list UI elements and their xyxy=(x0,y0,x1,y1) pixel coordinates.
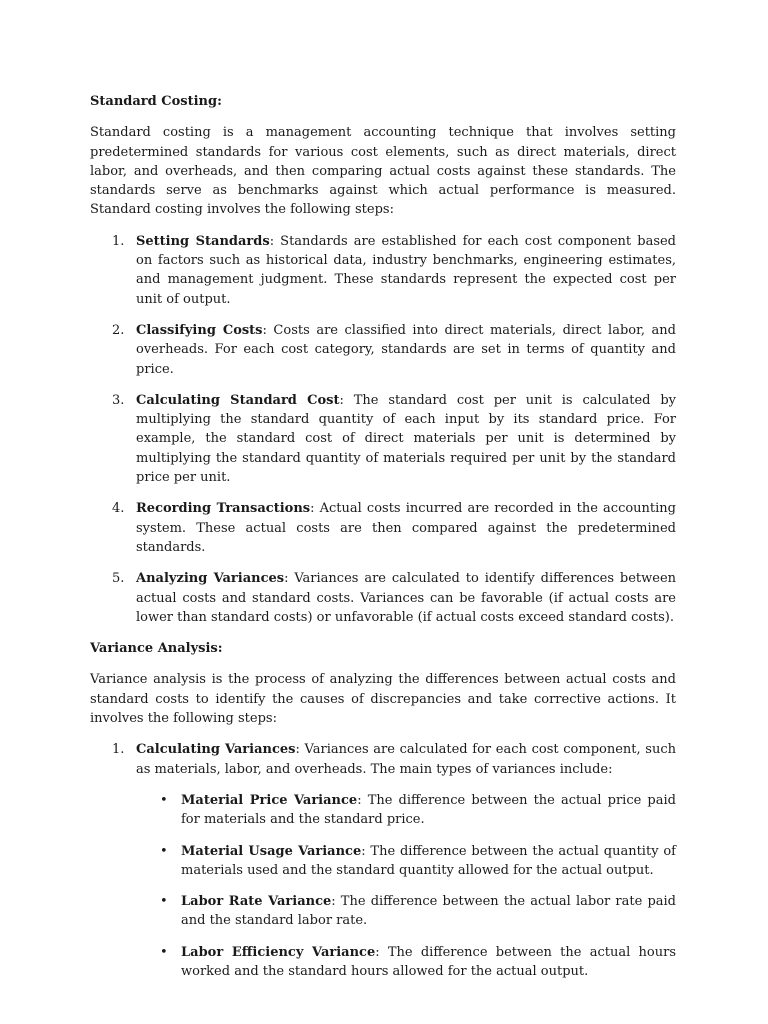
list-number: 2. xyxy=(112,322,125,338)
term-label: Recording Transactions xyxy=(136,501,311,517)
list-item xyxy=(90,232,676,309)
term-description: : The difference between the actual quantity of materials used and the standard quantity allowed for the actual output. xyxy=(181,843,676,878)
term-label: Analyzing Variances xyxy=(136,571,285,587)
term-label: Material Usage Variance xyxy=(181,843,362,859)
term-label: Labor Rate Variance xyxy=(181,894,332,910)
term-description: : The difference between the actual price paid for materials and the standard price. xyxy=(181,792,676,828)
term-description: : Costs are classified into direct materials, direct labor, and overheads. For each cost category, standards are set in terms of quantity and price. xyxy=(136,322,676,377)
bullet-icon: • xyxy=(160,944,168,960)
term-label: Calculating Standard Cost xyxy=(136,392,340,408)
bullet-item xyxy=(136,791,676,830)
term-description: : The standard cost per unit is calculated by multiplying the standard quantity of each input by its standard price. For example, the standard cost of direct materials per unit is determined by multiplying the standard quantity of materials required per unit by the standard price per unit. xyxy=(136,392,676,486)
term-description: : Standards are established for each cost component based on factors such as historical data, industry benchmarks, engineering estimates, and management judgment. These standards represent the expected cost per unit of output. xyxy=(136,233,677,307)
list-item xyxy=(90,499,676,557)
list-item xyxy=(90,321,676,379)
list-item xyxy=(90,740,676,981)
term-label: Labor Efficiency Variance xyxy=(181,944,376,960)
document-page xyxy=(90,92,676,993)
term-description: : Variances are calculated for each cost component, such as materials, labor, and overheads. The main types of variances include: xyxy=(136,742,677,777)
bullet-icon: • xyxy=(160,894,168,910)
section-heading-standard-costing: Standard Costing: xyxy=(90,94,222,109)
term-label: Classifying Costs xyxy=(136,322,263,338)
term-description: : Actual costs incurred are recorded in the accounting system. These actual costs are then compared against the predetermined standards. xyxy=(136,501,677,555)
standard-costing-steps xyxy=(90,232,676,627)
term-description: : The difference between the actual labor rate paid and the standard labor rate. xyxy=(181,894,676,929)
bullet-item xyxy=(136,842,676,881)
term-label: Setting Standards xyxy=(136,233,270,249)
section-heading-variance-analysis: Variance Analysis: xyxy=(90,641,223,657)
list-number: 1. xyxy=(112,742,125,758)
bullet-icon: • xyxy=(160,843,168,859)
list-number: 4. xyxy=(112,501,125,517)
bullet-icon: • xyxy=(160,792,168,808)
variance-analysis-intro: Variance analysis is the process of analyzing the differences between actual costs and standard costs to identify the causes of discrepancies and take corrective actions. It involves the following steps: xyxy=(90,672,676,727)
list-item xyxy=(90,391,676,487)
bullet-item xyxy=(136,892,676,931)
standard-costing-intro: Standard costing is a management accounting technique that involves setting predetermined standards for various cost elements, such as direct materials, direct labor, and overheads, and then comparing actual costs against these standards. The standards serve as benchmarks against which actual performance is measured. Standard costing involves the following steps: xyxy=(90,125,676,218)
term-label: Material Price Variance xyxy=(181,792,358,808)
list-number: 3. xyxy=(112,392,125,408)
variance-analysis-steps xyxy=(90,740,676,981)
list-number: 5. xyxy=(112,571,125,587)
list-item xyxy=(90,569,676,627)
term-description: : The difference between the actual hours worked and the standard hours allowed for the actual output. xyxy=(181,944,676,979)
variance-types-list xyxy=(136,791,676,981)
term-description: : Variances are calculated to identify differences between actual costs and standard costs. Variances can be favorable (if actual costs are lower than standard costs) or unfavorable (if actual costs exceed standard costs). xyxy=(136,571,677,625)
bullet-item xyxy=(136,943,676,982)
list-number: 1. xyxy=(112,233,125,249)
term-label: Calculating Variances xyxy=(136,742,296,758)
